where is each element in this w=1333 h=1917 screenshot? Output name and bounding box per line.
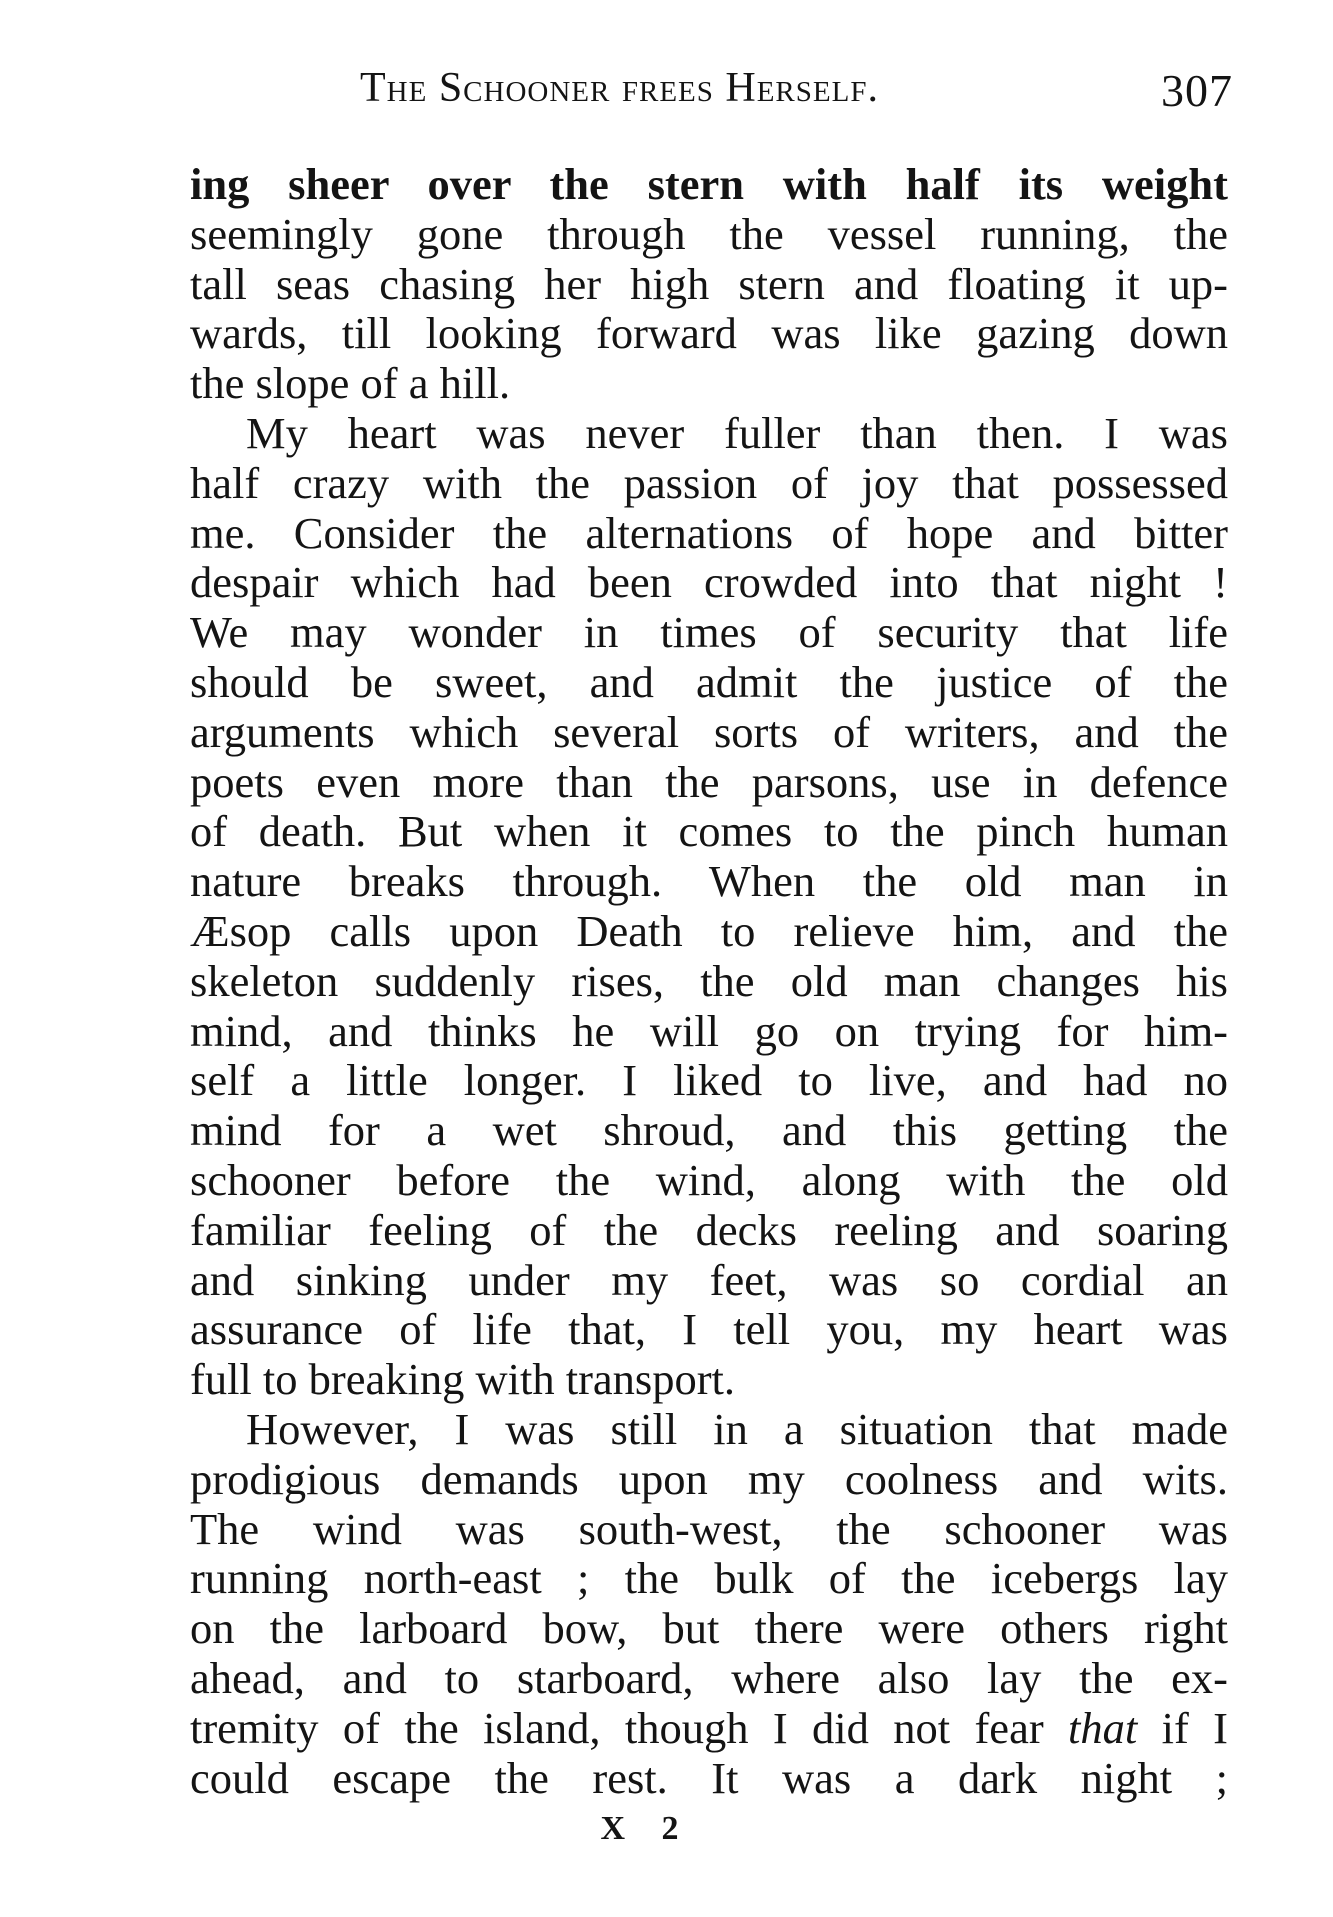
text-line: schooner before the wind, along with the old [190, 1154, 1228, 1205]
text-line: full to breaking with transport. [190, 1354, 736, 1405]
text-line: ing sheer over the stern with half its weight [190, 159, 1228, 209]
italic-word: that [1068, 1702, 1138, 1753]
text-line: wards, till looking forward was like gazing down [190, 308, 1228, 359]
text-line: The wind was south-west, the schooner was [190, 1503, 1228, 1554]
text-line: half crazy with the passion of joy that possessed [190, 457, 1228, 508]
text-line: prodigious demands upon my coolness and wits. [190, 1453, 1228, 1504]
text-line: poets even more than the parsons, use in defence [190, 756, 1228, 807]
text-line: and sinking under my feet, was so cordial an [190, 1254, 1228, 1305]
page-number: 307 [1161, 65, 1233, 116]
text-line: mind for a wet shroud, and this getting the [190, 1105, 1228, 1156]
text-line: on the larboard bow, but there were others right [190, 1603, 1228, 1654]
signature-mark [0, 1810, 1333, 1848]
text-line: seemingly gone through the vessel running, the [190, 208, 1228, 259]
text-segment: if I [1161, 1702, 1228, 1753]
text-line: We may wonder in times of security that life [190, 607, 1228, 658]
text-line: nature breaks through. When the old man in [190, 856, 1228, 907]
text-line: skeleton suddenly rises, the old man changes his [190, 955, 1228, 1006]
text-line: could escape the rest. It was a dark night ; [190, 1752, 1228, 1803]
signature-text: X 2 [600, 1810, 693, 1847]
running-header [360, 64, 1233, 124]
text-line: running north-east ; the bulk of the icebergs lay [190, 1553, 1228, 1604]
text-line: self a little longer. I liked to live, and had no [190, 1055, 1228, 1106]
text-line: assurance of life that, I tell you, my heart was [190, 1304, 1228, 1355]
text-line: arguments which several sorts of writers, and the [190, 706, 1228, 757]
text-line-with-italic [190, 1704, 1228, 1754]
text-segment: tremity of the island, though I did not fear [190, 1702, 1044, 1753]
text-line: mind, and thinks he will go on trying for him- [190, 1005, 1228, 1056]
text-line: of death. But when it comes to the pinch human [190, 806, 1228, 857]
text-line: tall seas chasing her high stern and floating it up- [190, 258, 1228, 309]
text-line: despair which had been crowded into that night ! [190, 557, 1228, 608]
text-line: However, I was still in a situation that made [246, 1403, 1228, 1454]
chapter-title: The Schooner frees Herself. [360, 65, 879, 111]
text-line: Æsop calls upon Death to relieve him, and the [190, 905, 1228, 956]
text-line: familiar feeling of the decks reeling and soaring [190, 1204, 1228, 1255]
text-line: should be sweet, and admit the justice of the [190, 656, 1228, 707]
text-line: the slope of a hill. [190, 358, 511, 409]
text-line: My heart was never fuller than then. I was [246, 407, 1228, 458]
body-text [190, 160, 1228, 1803]
text-line: ahead, and to starboard, where also lay the ex- [190, 1652, 1228, 1703]
text-line: me. Consider the alternations of hope and bitter [190, 507, 1228, 558]
